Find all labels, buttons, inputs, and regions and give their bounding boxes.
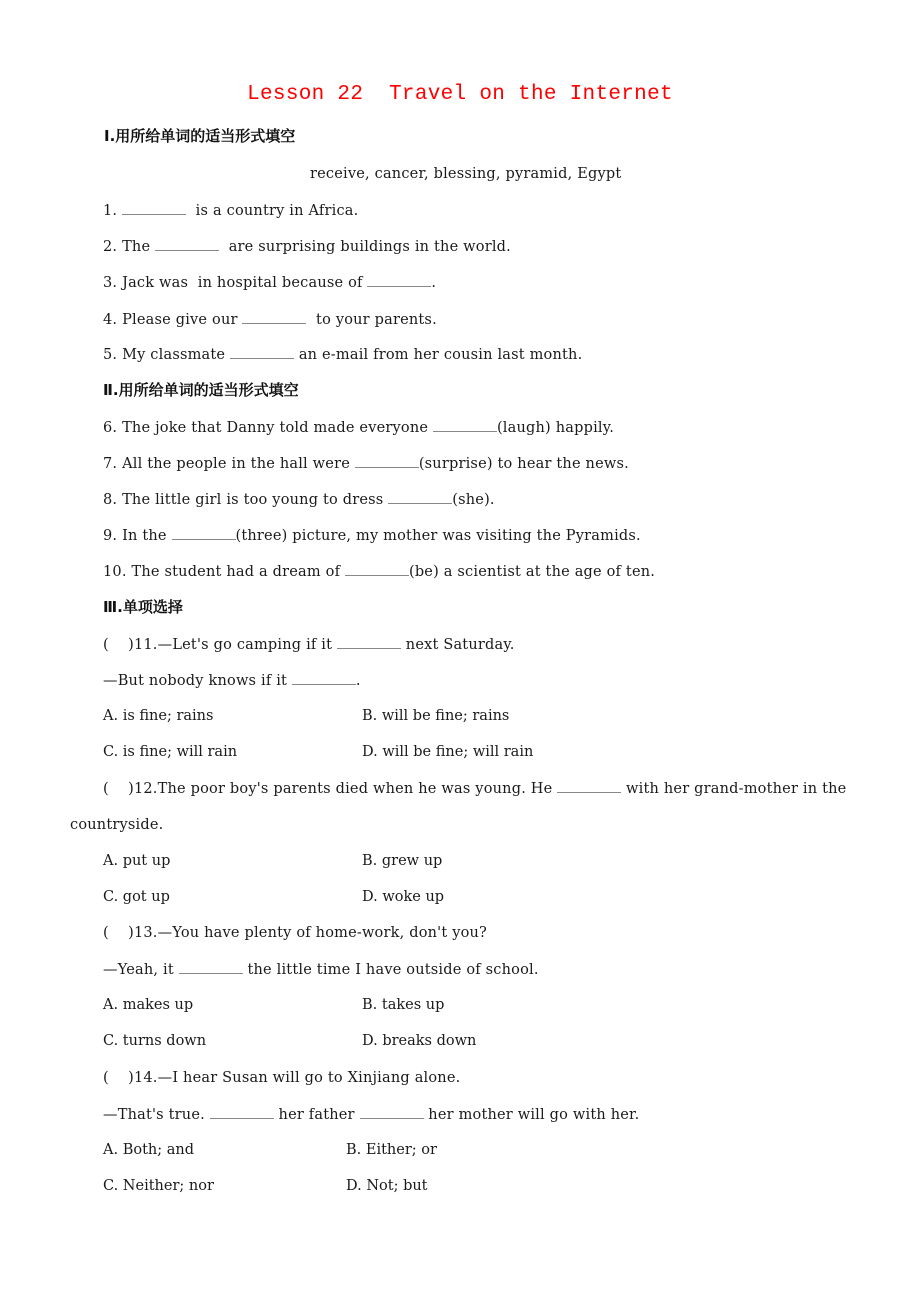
answer-blank <box>360 1104 424 1119</box>
question-3: 3. Jack was in hospital because of . <box>103 272 436 293</box>
answer-paren[interactable]: ( ) <box>103 637 134 653</box>
answer-paren[interactable]: ( ) <box>103 925 134 941</box>
section-2-heading: Ⅱ.用所给单词的适当形式填空 <box>103 381 299 399</box>
answer-blank <box>210 1104 274 1119</box>
question-9: 9. In the (three) picture, my mother was visiting the Pyramids. <box>103 525 641 546</box>
question-12-continuation: countryside. <box>70 817 164 833</box>
answer-blank <box>337 634 401 649</box>
lesson-title: Lesson 22 Travel on the Internet <box>247 83 673 106</box>
answer-blank[interactable] <box>388 489 452 504</box>
q14-option-d: D. Not; but <box>346 1178 428 1194</box>
question-13-prompt: ( )13.—You have plenty of home-work, don't you? <box>103 925 488 941</box>
answer-blank[interactable] <box>155 236 219 251</box>
section-1-heading: Ⅰ.用所给单词的适当形式填空 <box>104 127 296 145</box>
q12-option-b: B. grew up <box>362 853 443 869</box>
answer-paren[interactable]: ( ) <box>103 781 134 797</box>
question-11-reply: —But nobody knows if it . <box>103 670 361 691</box>
question-13-reply: —Yeah, it the little time I have outside of school. <box>103 959 539 980</box>
q13-option-d: D. breaks down <box>362 1033 477 1049</box>
q11-option-d: D. will be fine; will rain <box>362 744 534 760</box>
question-6: 6. The joke that Danny told made everyone (laugh) happily. <box>103 417 614 438</box>
answer-blank[interactable] <box>122 200 186 215</box>
q11-option-a: A. is fine; rains <box>103 708 214 724</box>
answer-blank <box>179 959 243 974</box>
question-14-reply: —That's true. her father her mother will go with her. <box>103 1104 639 1125</box>
q11-option-c: C. is fine; will rain <box>103 744 238 760</box>
q14-option-c: C. Neither; nor <box>103 1178 214 1194</box>
question-11-prompt: ( )11.—Let's go camping if it next Saturday. <box>103 634 515 655</box>
answer-blank[interactable] <box>355 453 419 468</box>
question-5: 5. My classmate an e-mail from her cousin last month. <box>103 344 582 365</box>
answer-blank[interactable] <box>345 561 409 576</box>
answer-paren[interactable]: ( ) <box>103 1070 134 1086</box>
answer-blank[interactable] <box>242 309 306 324</box>
q12-option-d: D. woke up <box>362 889 445 905</box>
answer-blank[interactable] <box>367 272 431 287</box>
question-12-prompt: ( )12.The poor boy's parents died when he was young. He with her grand-mother in the <box>103 778 846 799</box>
section-3-heading: Ⅲ.单项选择 <box>103 598 183 616</box>
q14-option-a: A. Both; and <box>103 1142 195 1158</box>
q14-option-b: B. Either; or <box>346 1142 437 1158</box>
question-1: 1. is a country in Africa. <box>103 200 358 221</box>
word-bank: receive, cancer, blessing, pyramid, Egypt <box>310 166 622 182</box>
answer-blank <box>557 778 621 793</box>
question-8: 8. The little girl is too young to dress (she). <box>103 489 495 510</box>
q12-option-c: C. got up <box>103 889 170 905</box>
q12-option-a: A. put up <box>103 853 171 869</box>
question-2: 2. The are surprising buildings in the world. <box>103 236 511 257</box>
question-10: 10. The student had a dream of (be) a scientist at the age of ten. <box>103 561 655 582</box>
q11-option-b: B. will be fine; rains <box>362 708 510 724</box>
question-4: 4. Please give our to your parents. <box>103 309 437 330</box>
question-14-prompt: ( )14.—I hear Susan will go to Xinjiang alone. <box>103 1070 461 1086</box>
answer-blank[interactable] <box>172 525 236 540</box>
question-7: 7. All the people in the hall were (surprise) to hear the news. <box>103 453 629 474</box>
answer-blank[interactable] <box>230 344 294 359</box>
q13-option-c: C. turns down <box>103 1033 207 1049</box>
answer-blank <box>292 670 356 685</box>
answer-blank[interactable] <box>433 417 497 432</box>
q13-option-a: A. makes up <box>103 997 194 1013</box>
q13-option-b: B. takes up <box>362 997 445 1013</box>
